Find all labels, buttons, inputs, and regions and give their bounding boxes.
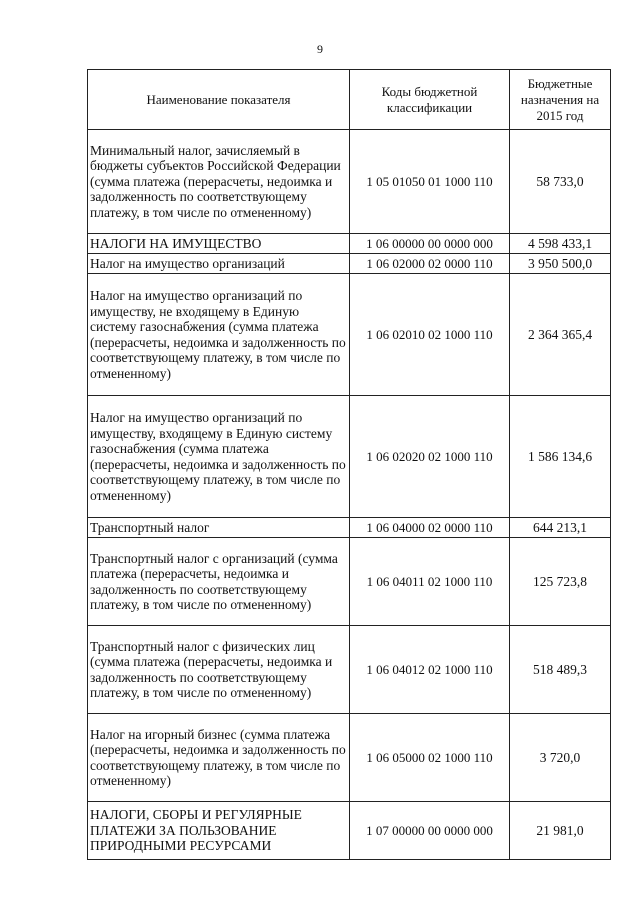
row-amount: 644 213,1: [510, 518, 611, 538]
table-row: [88, 538, 611, 626]
page-number: 9: [317, 42, 323, 56]
table-row: [88, 274, 611, 396]
table-row: [88, 802, 611, 860]
row-name: Налог на игорный бизнес (сумма платежа (перерасчеты, недоимка и задолженность по соответствующему платежу, в том числе по отмененному): [88, 714, 350, 802]
row-name: НАЛОГИ НА ИМУЩЕСТВО: [88, 234, 350, 254]
table-row: [88, 714, 611, 802]
row-amount: 4 598 433,1: [510, 234, 611, 254]
header-amount: Бюджетные назначения на 2015 год: [510, 70, 611, 130]
row-code: 1 06 02020 02 1000 110: [350, 396, 510, 518]
row-code: 1 06 02000 02 0000 110: [350, 254, 510, 274]
row-amount: 3 950 500,0: [510, 254, 611, 274]
row-code: 1 06 02010 02 1000 110: [350, 274, 510, 396]
row-code: 1 06 04012 02 1000 110: [350, 626, 510, 714]
row-code: 1 06 00000 00 0000 000: [350, 234, 510, 254]
table-row: [88, 396, 611, 518]
row-amount: 21 981,0: [510, 802, 611, 860]
row-amount: 58 733,0: [510, 130, 611, 234]
header-code: Коды бюджетной классификации: [350, 70, 510, 130]
row-name: Налог на имущество организаций по имуществу, не входящему в Единую систему газоснабжения (сумма платежа (перерасчеты, недоимка и задолженность по соответствующему платежу, в том числе по отмененному): [88, 274, 350, 396]
row-amount: 518 489,3: [510, 626, 611, 714]
row-name: НАЛОГИ, СБОРЫ И РЕГУЛЯРНЫЕ ПЛАТЕЖИ ЗА ПОЛЬЗОВАНИЕ ПРИРОДНЫМИ РЕСУРСАМИ: [88, 802, 350, 860]
row-name: Налог на имущество организаций по имуществу, входящему в Единую систему газоснабжения (сумма платежа (перерасчеты, недоимка и задолженность по соответствующему платежу, в том числе по отмененному): [88, 396, 350, 518]
header-name: Наименование показателя: [88, 70, 350, 130]
row-code: 1 06 04011 02 1000 110: [350, 538, 510, 626]
row-amount: 2 364 365,4: [510, 274, 611, 396]
row-name: Транспортный налог с организаций (сумма платежа (перерасчеты, недоимка и задолженность по соответствующему платежу, в том числе по отмененному): [88, 538, 350, 626]
table-row: [88, 518, 611, 538]
table-header-row: [88, 70, 611, 130]
row-code: 1 05 01050 01 1000 110: [350, 130, 510, 234]
row-amount: 125 723,8: [510, 538, 611, 626]
table-row: [88, 130, 611, 234]
table-row: [88, 254, 611, 274]
row-name: Минимальный налог, зачисляемый в бюджеты субъектов Российской Федерации (сумма платежа (перерасчеты, недоимка и задолженность по соответствующему платежу, в том числе по отмененному): [88, 130, 350, 234]
row-name: Налог на имущество организаций: [88, 254, 350, 274]
row-code: 1 06 05000 02 1000 110: [350, 714, 510, 802]
table-row: [88, 234, 611, 254]
row-code: 1 07 00000 00 0000 000: [350, 802, 510, 860]
row-amount: 1 586 134,6: [510, 396, 611, 518]
row-amount: 3 720,0: [510, 714, 611, 802]
row-name: Транспортный налог: [88, 518, 350, 538]
table-row: [88, 626, 611, 714]
row-name: Транспортный налог с физических лиц (сумма платежа (перерасчеты, недоимка и задолженность по соответствующему платежу, в том числе по отмененному): [88, 626, 350, 714]
budget-table: [87, 69, 611, 860]
row-code: 1 06 04000 02 0000 110: [350, 518, 510, 538]
